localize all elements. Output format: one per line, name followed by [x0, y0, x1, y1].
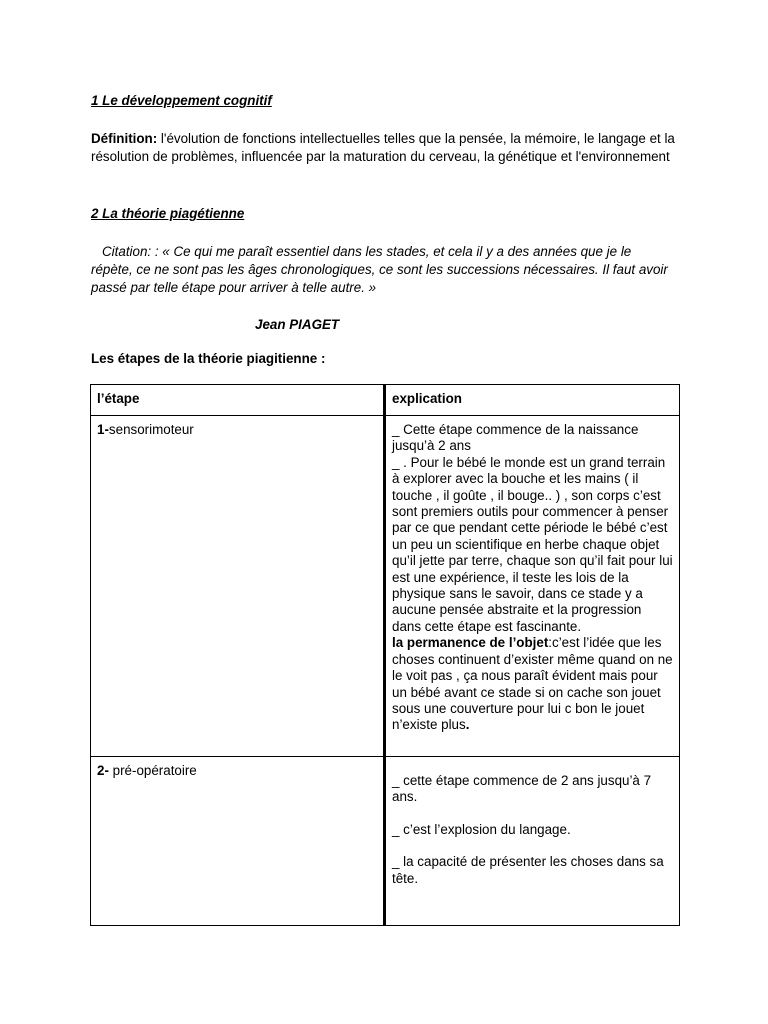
explanation-paragraph [392, 635, 674, 733]
definition-text: l'évolution de fonctions intellectuelles telles que la pensée, la mémoire, le langage et la résolution de problèmes, influencée par la maturation du cerveau, la génétique et l'environnement [91, 131, 675, 164]
header-explanation: explication [385, 385, 680, 416]
explanation-line: _ cette étape commence de 2 ans jusqu’à 7 ans. [392, 773, 652, 805]
section-2-heading: 2 La théorie piagétienne [91, 206, 245, 221]
quote-author: Jean PIAGET [255, 317, 340, 332]
stage-number: 1- [97, 422, 109, 437]
table-row [91, 757, 680, 926]
object-permanence-term: la permanence de l’objet [392, 635, 549, 651]
explanation-cell-1 [385, 416, 680, 757]
stage-cell-2 [91, 757, 385, 926]
stage-name: sensorimoteur [108, 422, 194, 437]
section-1-heading: 1 Le développement cognitif [91, 93, 272, 108]
stages-title: Les étapes de la théorie piagitienne : [91, 351, 326, 366]
object-permanence-text: :c’est l’idée que les choses continuent d’exister même quand on ne le voit pas , ça nous paraît évident mais pour un bébé avant ce stade si on cache son jouet sous une couverture pour lui c bon le jouet n’existe plus [392, 635, 673, 733]
definition-label: Définition: [91, 131, 158, 146]
stage-cell-1 [91, 416, 385, 757]
explanation-cell-2 [385, 757, 680, 926]
stages-table [90, 384, 680, 926]
explanation-paragraph: _ Cette étape commence de la naissance jusqu’à 2 ans [392, 422, 639, 454]
explanation-paragraph: _ . Pour le bébé le monde est un grand terrain à explorer avec la bouche et les mains ( il touche , il goûte , il bouge.. ) , son corps c’est sont premiers outils pour commencer à penser par ce que pendant cette période le bébé c’est un peu un scientifique en herbe chaque objet qu’il jette par terre, chaque son qu’il fait pour lui est une expérience, il teste les lois de la physique sans le savoir, dans ce stade y a aucune pensée abstraite et la progression dans cette étape est fascinante. [392, 454, 673, 634]
explanation-line: _ la capacité de présenter les choses dans sa tête. [392, 854, 664, 886]
explanation-line: _ c’est l’explosion du langage. [392, 821, 571, 837]
stage-name: pré-opératoire [108, 763, 197, 778]
table-header-row [91, 385, 680, 416]
table-row [91, 416, 680, 757]
definition-paragraph [91, 130, 691, 166]
piaget-quote: Citation: : « Ce qui me paraît essentiel dans les stades, et cela il y a des années que je le répète, ce ne sont pas les âges chronologiques, ce sont les successions nécessaires. Il faut avoir passé par telle étape pour arriver à telle autre. » [91, 244, 668, 295]
stage-number: 2- [97, 763, 109, 778]
header-stage: l’étape [91, 385, 385, 416]
end-dot: . [465, 717, 470, 733]
